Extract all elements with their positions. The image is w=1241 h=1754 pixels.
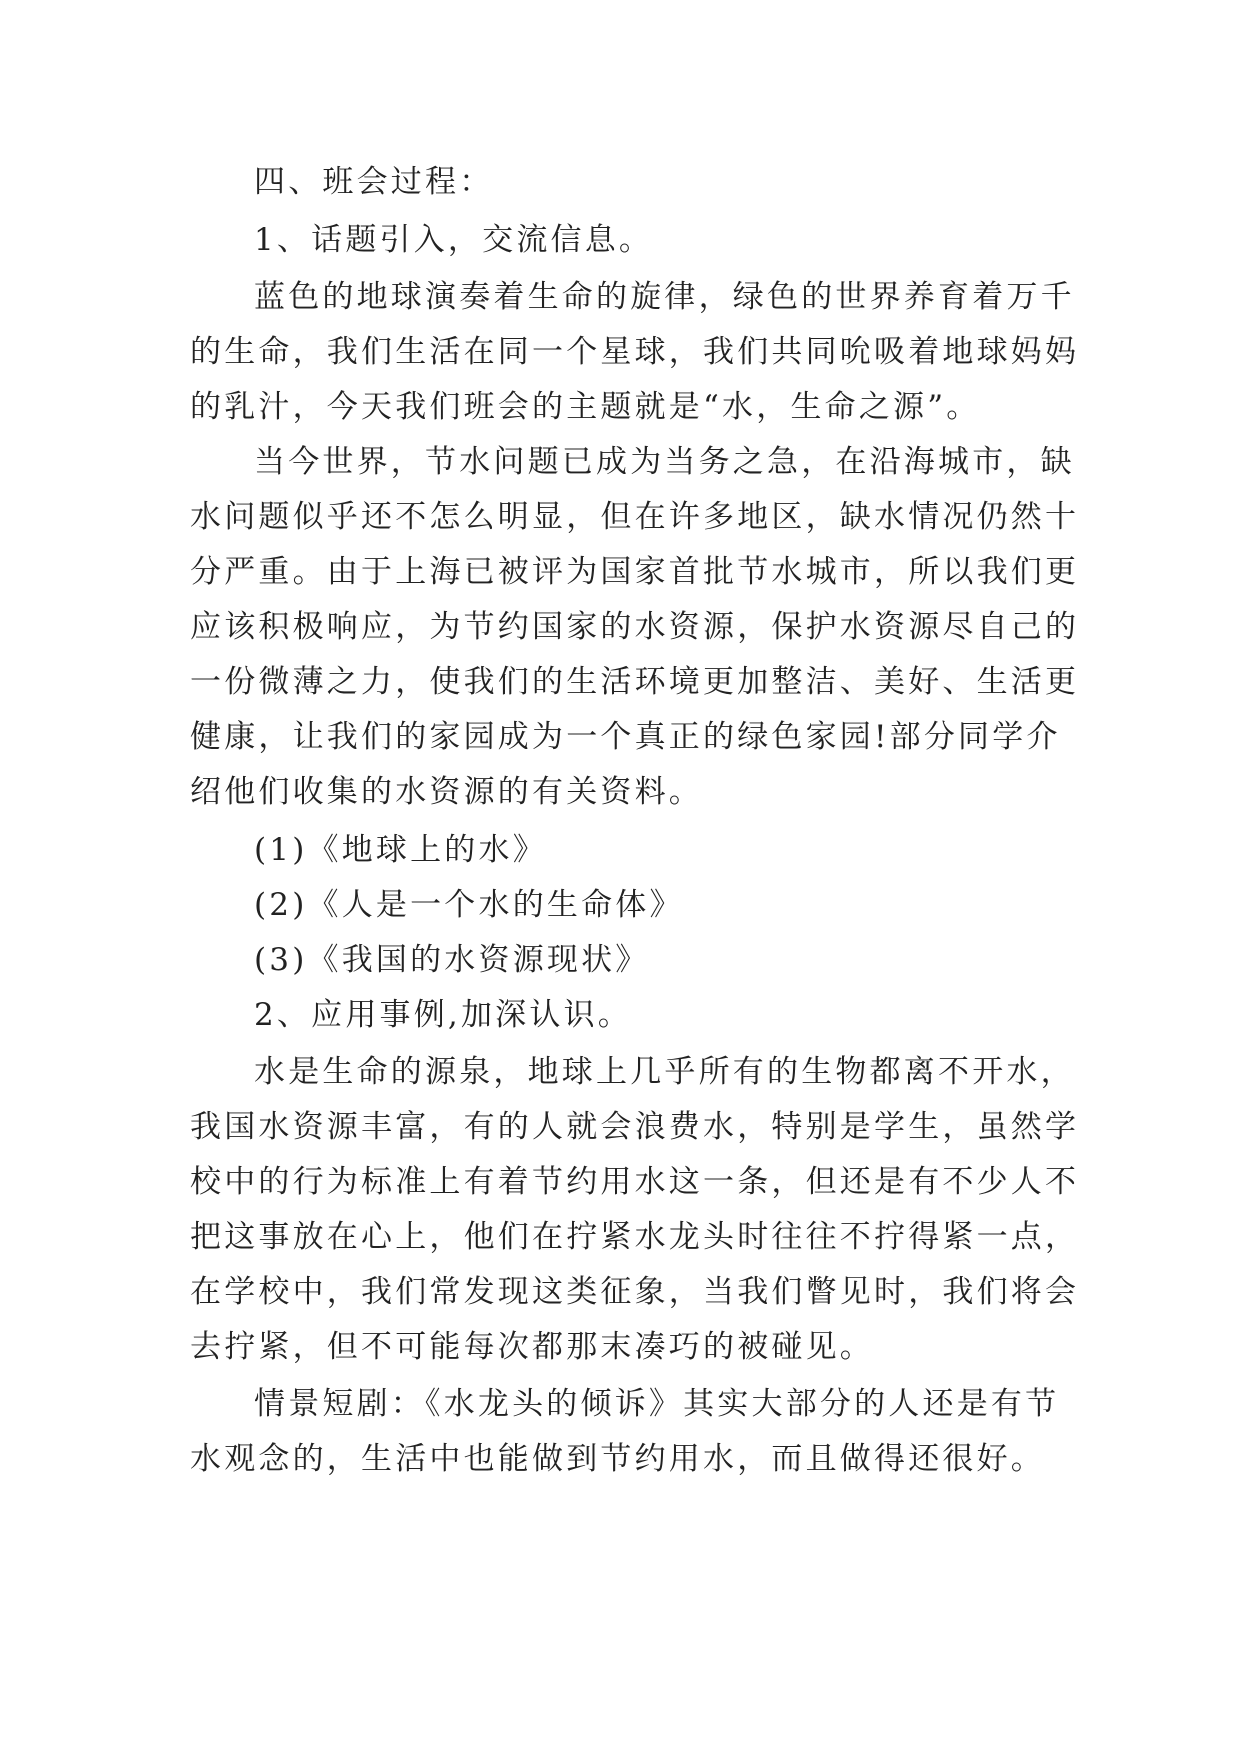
paragraph-line: 当今世界，节水问题已成为当务之急，在沿海城市，缺 [254,444,1075,480]
list-item: (2)《人是一个水的生命体》 [254,887,684,923]
paragraph-line: 在学校中，我们常发现这类征象，当我们瞥见时，我们将会 [190,1274,1080,1310]
paragraph-line: 把这事放在心上，他们在拧紧水龙头时往往不拧得紧一点， [190,1219,1080,1255]
paragraph-line: 校中的行为标准上有着节约用水这一条，但还是有不少人不 [190,1164,1080,1200]
paragraph-line: 水观念的，生活中也能做到节约用水，而且做得还很好。 [190,1441,1045,1477]
subheading-examples: 2、应用事例,加深认识。 [254,997,632,1033]
paragraph-line: 水是生命的源泉，地球上几乎所有的生物都离不开水， [254,1054,1075,1090]
paragraph-line: 健康，让我们的家园成为一个真正的绿色家园!部分同学介 [190,719,1061,755]
paragraph-line: 应该积极响应，为节约国家的水资源，保护水资源尽自己的 [190,609,1080,645]
paragraph-line: 水问题似乎还不怎么明显，但在许多地区，缺水情况仍然十 [190,499,1080,535]
paragraph-line: 的生命，我们生活在同一个星球，我们共同吮吸着地球妈妈 [190,334,1080,370]
section-heading: 四、班会过程： [254,164,494,200]
list-item: (1)《地球上的水》 [254,832,547,868]
paragraph-line: 情景短剧：《水龙头的倾诉》其实大部分的人还是有节 [254,1386,1060,1422]
paragraph-line: 一份微薄之力，使我们的生活环境更加整洁、美好、生活更 [190,664,1080,700]
paragraph-line: 我国水资源丰富，有的人就会浪费水，特别是学生，虽然学 [190,1109,1080,1145]
subheading-topic-intro: 1、话题引入，交流信息。 [254,222,654,258]
paragraph-line: 蓝色的地球演奏着生命的旋律，绿色的世界养育着万千 [254,279,1075,315]
paragraph-line: 绍他们收集的水资源的有关资料。 [190,774,703,810]
paragraph-line: 去拧紧，但不可能每次都那末凑巧的被碰见。 [190,1329,874,1365]
paragraph-line: 分严重。由于上海已被评为国家首批节水城市，所以我们更 [190,554,1080,590]
list-item: (3)《我国的水资源现状》 [254,942,650,978]
paragraph-line: 的乳汁，今天我们班会的主题就是“水，生命之源”。 [190,389,981,425]
